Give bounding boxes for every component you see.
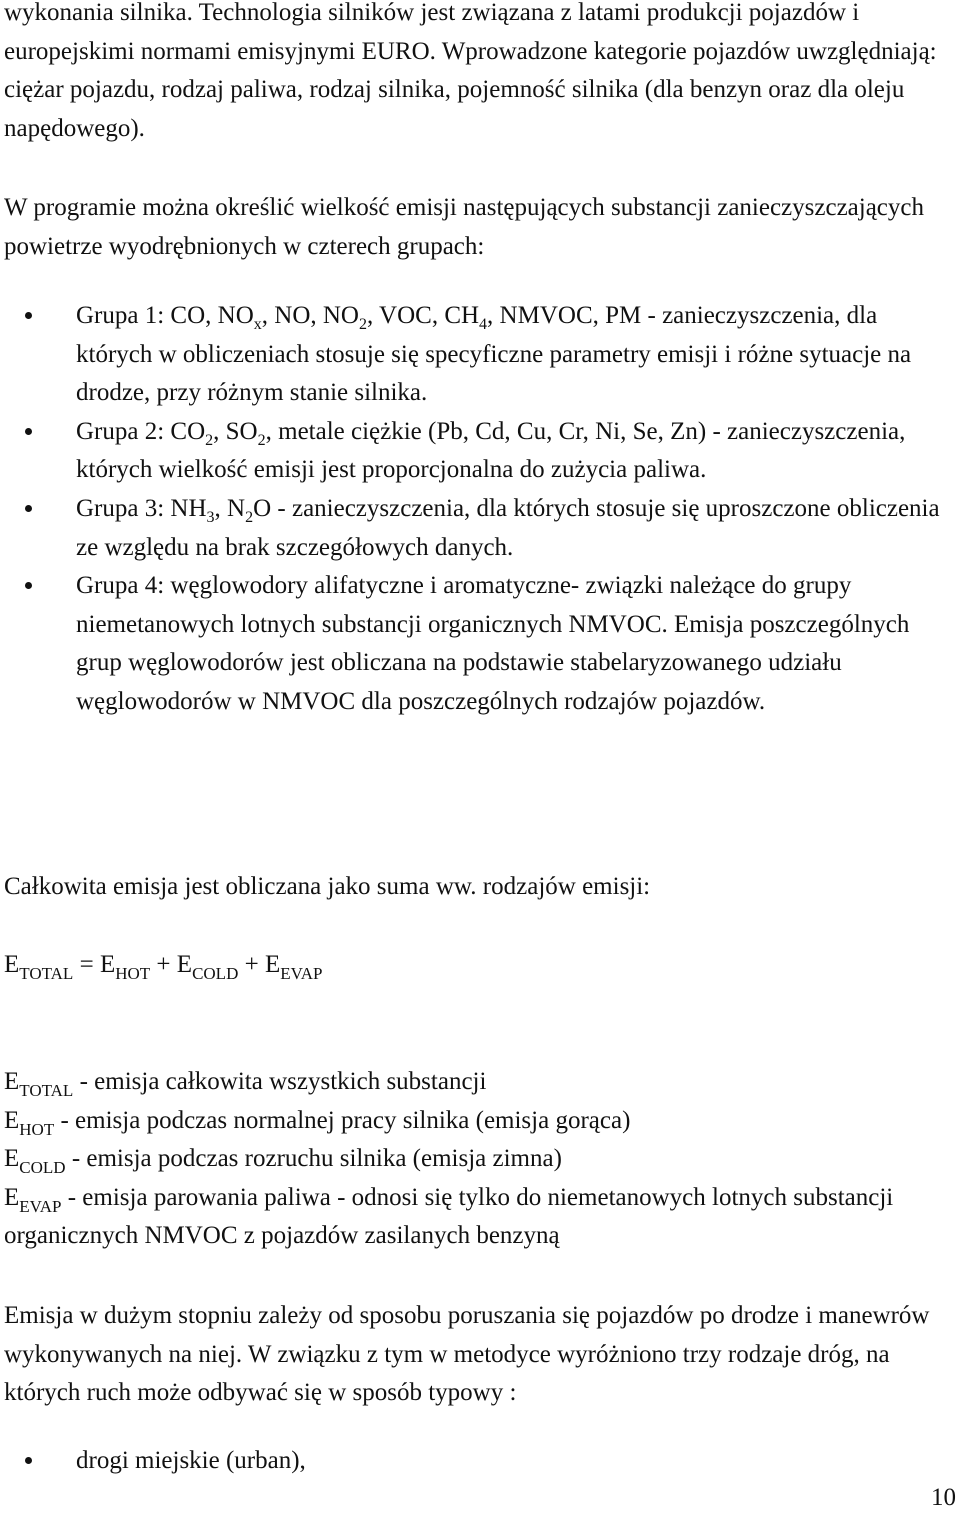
equation-equals: = [73, 951, 100, 978]
definition-evap [4, 1179, 954, 1256]
group-3-text-b: , N [214, 494, 246, 522]
group-3-text-c: O - zanieczyszczenia, dla których stosuje się uproszczone obliczenia ze względu na brak szczegółowych danych. [76, 494, 940, 561]
definitions-block [4, 1063, 954, 1256]
definition-cold [4, 1140, 954, 1179]
road-type-urban: drogi miejskie (urban), [76, 1447, 306, 1474]
bullet-icon [25, 505, 32, 512]
group-1-text-c: , VOC, CH [366, 302, 480, 329]
group-2-text-c: , metale ciężkie (Pb, Cd, Cu, Cr, Ni, Se, Zn) - zanieczyszczenia, których wielkość emisji jest proporcjonalna do zużycia paliwa. [76, 417, 906, 484]
definition-hot-text: - emisja podczas normalnej pracy silnika (emisja gorąca) [54, 1106, 631, 1134]
paragraph-pollutant-groups-intro: W programie można określić wielkość emisji następujących substancji zanieczyszczających powietrze wyodrębnionych w czterech grupach: [4, 194, 924, 260]
equation-plus: + [238, 951, 265, 978]
bullet-icon [25, 312, 32, 319]
definition-symbol-e: E [4, 1183, 20, 1211]
group-1-text-b: , NO, NO [261, 302, 359, 329]
subscript-4: 4 [479, 316, 488, 333]
list-item-group-2 [0, 413, 960, 490]
subscript-total: TOTAL [19, 1081, 74, 1100]
definition-symbol-e: E [4, 1106, 20, 1134]
definition-evap-text: - emisja parowania paliwa - odnosi się tylko do niemetanowych lotnych substancji organicznych NMVOC z pojazdów zasilanych benzyną [4, 1183, 894, 1250]
equation-symbol-e: E [4, 951, 20, 978]
subscript-evap: EVAP [19, 1196, 62, 1216]
group-1-text-a: Grupa 1: CO, NO [76, 302, 254, 329]
subscript-3: 3 [206, 508, 215, 526]
definition-symbol-e: E [4, 1068, 20, 1095]
subscript-hot: HOT [19, 1119, 55, 1139]
subscript-cold: COLD [192, 964, 239, 983]
definition-hot [4, 1102, 954, 1141]
definition-cold-text: - emisja podczas rozruchu silnika (emisja zimna) [65, 1145, 562, 1173]
subscript-cold: COLD [19, 1158, 66, 1178]
equation-total-emission [4, 946, 954, 985]
definition-total-text: - emisja całkowita wszystkich substancji [73, 1068, 487, 1095]
subscript-2: 2 [245, 508, 254, 526]
paragraph-total-emission-intro: Całkowita emisja jest obliczana jako suma ww. rodzajów emisji: [4, 873, 651, 900]
subscript-hot: HOT [115, 964, 151, 983]
list-item-road-type [0, 1442, 960, 1481]
definition-symbol-e: E [4, 1145, 20, 1173]
list-item-group-4 [0, 567, 960, 721]
subscript-2: 2 [205, 431, 214, 449]
paragraph-road-types-intro: Emisja w dużym stopniu zależy od sposobu poruszania się pojazdów po drodze i manewrów wykonywanych na niej. W związku z tym w metodyce wyróżniono trzy rodzaje dróg, na których ruch może odbywać się w sposób typowy : [4, 1302, 930, 1407]
subscript-2: 2 [257, 431, 266, 449]
road-types-list [0, 1442, 960, 1481]
subscript-total: TOTAL [19, 964, 74, 983]
group-1-text-d: , NMVOC, PM - zanieczyszczenia, dla których w obliczeniach stosuje się specyficzne parametry emisji i różne sytuacje na drodze, przy różnym stanie silnika. [76, 302, 912, 407]
group-3-text-a: Grupa 3: NH [76, 494, 207, 522]
paragraph-vehicle-categories: wykonania silnika. Technologia silników jest związana z latami produkcji pojazdów i europejskimi normami emisyjnymi EURO. Wprowadzone kategorie pojazdów uwzględniają: ciężar pojazdu, rodzaj paliwa, rodzaj silnika, pojemność silnika (dla benzyn oraz dla oleju napędowego). [4, 0, 937, 142]
page-number: 10 [931, 1484, 956, 1511]
subscript-x: x [253, 316, 262, 333]
bullet-icon [25, 582, 32, 589]
group-4-text: Grupa 4: węglowodory alifatyczne i aromatyczne- związki należące do grupy niemetanowych lotnych substancji organicznych NMVOC. Emisja poszczególnych grup węglowodorów jest obliczana na podstawie stabelaryzowanego udziału węglowodorów w NMVOC dla poszczególnych rodzajów pojazdów. [76, 572, 910, 715]
group-2-text-b: , SO [213, 417, 258, 445]
equation-symbol-e: E [176, 951, 193, 978]
pollutant-groups-list [0, 297, 960, 722]
subscript-evap: EVAP [280, 964, 323, 983]
equation-symbol-e: E [99, 951, 116, 978]
subscript-2: 2 [358, 316, 367, 333]
definition-total [4, 1063, 954, 1102]
group-2-text-a: Grupa 2: CO [76, 417, 206, 445]
equation-plus: + [150, 951, 177, 978]
list-item-group-1 [0, 297, 960, 413]
equation-symbol-e: E [264, 951, 281, 978]
list-item-group-3 [0, 490, 960, 567]
bullet-icon [25, 1457, 32, 1464]
bullet-icon [25, 428, 32, 435]
